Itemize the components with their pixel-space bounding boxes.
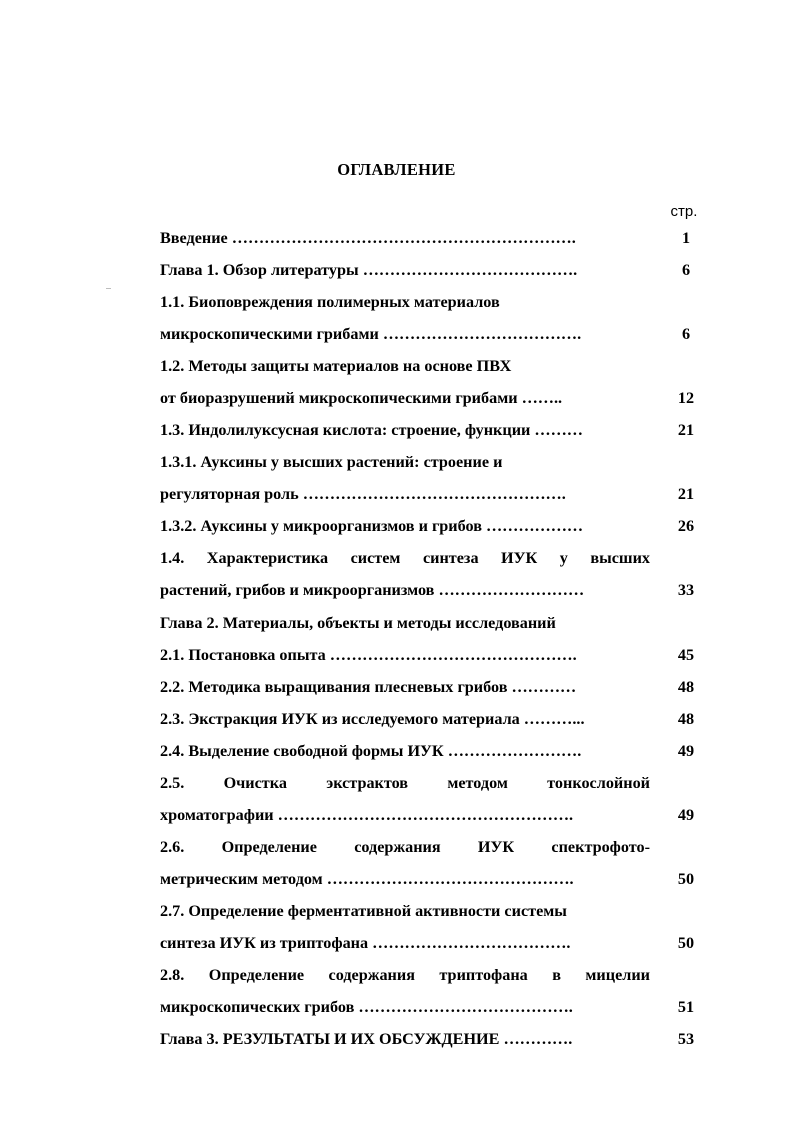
toc-entry-line: 2.5. Очистка экстрактов методом тонкослойной — [160, 774, 650, 792]
toc-entry-line: от биоразрушений микроскопическими грибами …….. — [160, 389, 563, 407]
toc-page-number: 21 — [677, 421, 695, 439]
toc-entry-line: 2.2. Методика выращивания плесневых грибов ………… — [160, 678, 577, 696]
page-column-label: стр. — [670, 203, 698, 220]
toc-page-number: 48 — [677, 710, 695, 728]
toc-entry-line: Глава 1. Обзор литературы …………………………………. — [160, 261, 578, 279]
toc-entry-line: Введение ………………………………………………………. — [160, 229, 576, 247]
toc-page-number: 21 — [677, 485, 695, 503]
toc-entry-line: Глава 2. Материалы, объекты и методы исследований — [160, 614, 556, 632]
toc-page-number: 49 — [677, 742, 695, 760]
toc-entry-line: растений, грибов и микроорганизмов ……………………… — [160, 581, 585, 599]
toc-entry-line: 1.3.1. Ауксины у высших растений: строение и — [160, 453, 503, 471]
toc-entry-line: 1.3.2. Ауксины у микроорганизмов и грибов ……………… — [160, 517, 584, 535]
toc-page-number: 26 — [677, 517, 695, 535]
page-title: ОГЛАВЛЕНИЕ — [337, 160, 456, 179]
toc-page-number: 6 — [681, 261, 691, 279]
toc-entry-line: 2.1. Постановка опыта ………………………………………. — [160, 646, 577, 664]
toc-entry-line: регуляторная роль …………………………………………. — [160, 485, 566, 503]
toc-page-number: 48 — [677, 678, 695, 696]
toc-entry-line: 2.4. Выделение свободной формы ИУК ……………………. — [160, 742, 582, 760]
toc-entry-line: синтеза ИУК из триптофана ………………………………. — [160, 934, 571, 952]
toc-entry-line: 1.3. Индолилуксусная кислота: строение, функции ……… — [160, 421, 583, 439]
toc-entry-line: хроматографии ………………………………………………. — [160, 806, 574, 824]
toc-page-number: 1 — [681, 229, 691, 247]
toc-page-number: 50 — [677, 934, 695, 952]
toc-entry-line: 1.1. Биоповреждения полимерных материалов — [160, 293, 500, 311]
toc-entry-line: 2.3. Экстракция ИУК из исследуемого материала ………... — [160, 710, 585, 728]
toc-page-number: 51 — [677, 998, 695, 1016]
toc-entry-line: 2.7. Определение ферментативной активности системы — [160, 902, 567, 920]
toc-entry-line: метрическим методом ………………………………………. — [160, 870, 574, 888]
toc-entry-line: 2.6. Определение содержания ИУК спектрофото- — [160, 838, 650, 856]
toc-entry-line: микроскопическими грибами ………………………………. — [160, 325, 582, 343]
toc-entry-line: Глава 3. РЕЗУЛЬТАТЫ И ИХ ОБСУЖДЕНИЕ …………. — [160, 1030, 573, 1048]
toc-page-number: 49 — [677, 806, 695, 824]
toc-page-number: 33 — [677, 581, 695, 599]
toc-entry-line: 1.2. Методы защиты материалов на основе ПВХ — [160, 357, 512, 375]
toc-page-number: 53 — [677, 1030, 695, 1048]
toc-page-number: 45 — [677, 646, 695, 664]
toc-page-number: 6 — [681, 325, 691, 343]
toc-entry-line: микроскопических грибов …………………………………. — [160, 998, 573, 1016]
toc-page-number: 50 — [677, 870, 695, 888]
toc-page-number: 12 — [677, 389, 695, 407]
toc-entry-line: 1.4. Характеристика систем синтеза ИУК у высших — [160, 549, 650, 567]
toc-entry-line: 2.8. Определение содержания триптофана в мицелии — [160, 966, 650, 984]
